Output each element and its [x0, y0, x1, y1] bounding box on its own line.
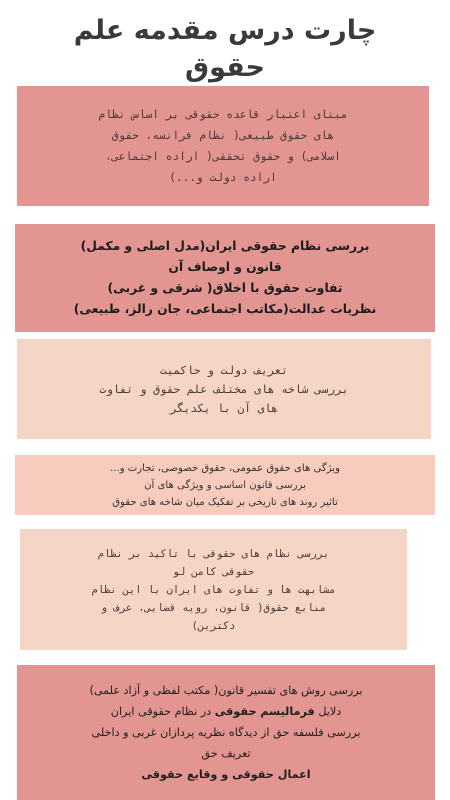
card-line: نظریات عدالت(مکاتب اجتماعی، جان رالز، طبیعی): [73, 302, 377, 316]
card-line: های آن با یکدیگر: [170, 401, 278, 415]
card-line: ویژگی های حقوق عمومی، حقوق خصوصی، تجارت و...: [110, 462, 340, 474]
card-line: مشابهت ها و تفاوت های ایران با این نظام: [91, 583, 336, 596]
card-line-bold: اعمال حقوقی و وقایع حقوقی: [141, 768, 311, 781]
card-line: مبنای اعتبار قاعده حقوقی بر اساس نظام: [98, 108, 348, 121]
card-line: بررسی شاخه های مختلف علم حقوق و تفاوت: [99, 382, 349, 396]
card-line: حقوقی کامن لو: [172, 565, 255, 578]
card-line: تاثیر روند های تاریخی بر تفکیک میان شاخه های حقوق: [112, 496, 338, 508]
card-common-law: [20, 529, 407, 650]
card-line: اسلامی) و حقوق تحققی( اراده اجتماعی،: [105, 150, 341, 163]
page-title-line-2: حقوق: [185, 52, 265, 83]
card-line: تفاوت حقوق با اخلاق( شرقی و غربی): [107, 281, 343, 295]
card-interpretation-methods: [17, 665, 435, 800]
card-line: بررسی روش های تفسیر قانون( مکتب لفظی و آزاد علمی): [89, 684, 363, 697]
card-public-private-law: [15, 455, 435, 515]
page-title-line-1: چارت درس مقدمه علم: [73, 15, 377, 46]
card-line-mixed: [111, 701, 342, 722]
card-line: بررسی فلسفه حق از دیدگاه نظریه پردازان غربی و داخلی: [91, 726, 361, 739]
card-line: منابع حقوق( قانون، رویه قضایی، عرف و: [100, 601, 327, 614]
card-state-sovereignty: [17, 339, 431, 439]
card-line: اراده دولت و...): [169, 171, 277, 184]
card-line: بررسی نظام های حقوقی با تاکید بر نظام: [97, 547, 330, 560]
page-title: [40, 12, 410, 86]
card-iran-legal-system: [15, 224, 435, 332]
card-line: بررسی نظام حقوقی ایران(مدل اصلی و مکمل): [80, 239, 370, 253]
card-legal-validity: [17, 86, 429, 206]
card-line: تعریف دولت و حاکمیت: [160, 363, 288, 377]
card-line: های حقوق طبیعی( نظام فرانسه، حقوق: [111, 129, 335, 142]
card-text-bold: فرمالیسم حقوقی: [214, 705, 315, 718]
card-line: تعریف حق: [201, 747, 251, 760]
card-text: دلایل: [318, 705, 342, 718]
card-line: بررسی قانون اساسی و ویژگی های آن: [144, 479, 306, 491]
card-line: دکترین): [191, 619, 236, 632]
card-line: قانون و اوصاف آن: [168, 260, 282, 274]
card-text: در نظام حقوقی ایران: [110, 705, 212, 718]
